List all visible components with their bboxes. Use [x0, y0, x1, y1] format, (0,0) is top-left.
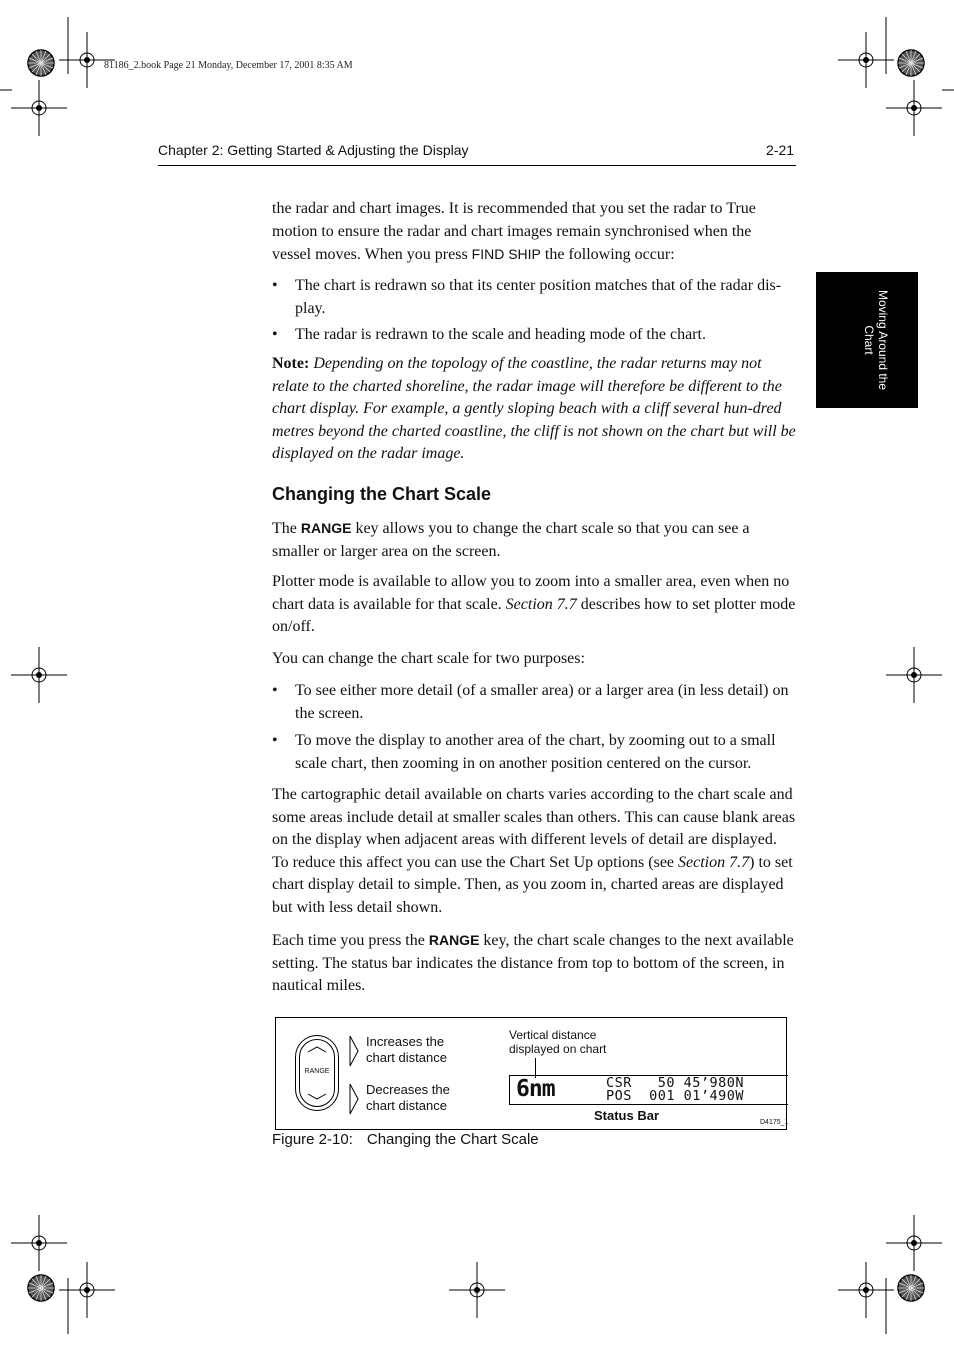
chapter-title: Chapter 2: Getting Started & Adjusting the Display: [158, 142, 469, 158]
arrow-pointers: [348, 1034, 360, 1118]
range-key-name: RANGE: [300, 520, 352, 536]
status-bar: [509, 1075, 788, 1105]
plotter-para-end: describes how to set plotter mode on/off.: [272, 595, 796, 635]
side-tab: [816, 272, 918, 408]
note-text: Depending on the topology of the coastline, the radar returns may not relate to the charted shoreline, the radar image will therefore be different to the chart display. For example, a gently sloping beach with a cliff several hun-dred metres beyond the charted coastline, the cliff is not shown on the chart but will be displayed on the radar image.: [272, 355, 796, 462]
range-para-end: key allows you to change the chart scale so that you can see a smaller or larger area on the screen.: [272, 520, 750, 560]
figure-chart-scale: [275, 1017, 787, 1130]
status-bar-label: Status Bar: [594, 1108, 660, 1123]
find-ship-key: FIND SHIP: [471, 246, 541, 262]
plotter-para-start: Plotter mode is available to allow you to zoom into a smaller area, even when no chart data is available for that scale.: [272, 573, 790, 613]
section-reference: Section 7.7: [505, 595, 577, 613]
intro-line-3b: the following occur:: [540, 246, 675, 263]
intro-line-3a: vessel moves. When you press: [272, 246, 472, 263]
purposes-paragraph: You can change the chart scale for two purposes:: [272, 650, 585, 667]
cartographic-paragraph: [272, 784, 797, 919]
header-rule: [158, 165, 796, 166]
figure-code: D4175_1: [760, 1119, 789, 1126]
bullet-text: The chart is redrawn so that its center position matches that of the radar dis-play.: [295, 277, 782, 317]
figure-title: Changing the Chart Scale: [366, 1131, 539, 1148]
list-item: • The chart is redrawn so that its center position matches that of the radar dis-play.: [272, 275, 797, 320]
page-number: 2-21: [766, 142, 795, 158]
note-paragraph: [272, 353, 797, 466]
range-paragraph: [272, 517, 797, 563]
intro-line-2: motion to ensure the radar and chart images remain synchronised when the: [272, 222, 752, 240]
chevron-down-icon: [296, 1036, 340, 1112]
increases-label: Increases the chart distance: [366, 1034, 447, 1065]
section-reference: Section 7.7: [678, 853, 750, 871]
range-readout: 6nm: [516, 1076, 555, 1102]
range-key-name: RANGE: [428, 932, 480, 948]
each-para-start: Each time you press the: [272, 932, 429, 949]
list-item: • The radar is redrawn to the scale and heading mode of the chart.: [272, 324, 797, 347]
plotter-paragraph: [272, 571, 797, 639]
position-readout: POS 001 01’490W: [606, 1088, 745, 1104]
figure-caption: [272, 1131, 539, 1148]
note-label: Note:: [272, 355, 310, 372]
carto-para-start: The cartographic detail available on charts varies according to the chart scale and some areas include detail at smaller scales than others. This can cause blank areas on the display when adjacent areas with different levels of detail are displayed. To reduce this affect you can use the Chart Set Up options (see: [272, 786, 796, 871]
each-time-paragraph: [272, 929, 797, 998]
intro-line-1: the radar and chart images. It is recommended that you set the radar to True: [272, 200, 756, 217]
cursor-readout: CSR 50 45’980N: [606, 1075, 745, 1091]
book-info: 81186_2.book Page 21 Monday, December 17, 2001 8:35 AM: [104, 60, 353, 71]
bullet-text: To see either more detail (of a smaller area) or a larger area (in less detail) on the screen.: [295, 682, 789, 722]
decreases-label: Decreases the chart distance: [366, 1082, 450, 1113]
bullet-text: The radar is redrawn to the scale and heading mode of the chart.: [295, 326, 706, 343]
figure-number: Figure 2-10:: [272, 1131, 353, 1148]
intro-paragraph: [272, 198, 797, 267]
range-button-label: RANGE: [304, 1068, 330, 1075]
each-para-end: key, the chart scale changes to the next available setting. The status bar indicates the distance from top to bottom of the screen, in nautical miles.: [272, 932, 794, 994]
carto-para-end: ) to set chart display detail to simple. Then, as you zoom in, charted areas are displayed but with less detail shown.: [272, 853, 793, 916]
section-heading: Changing the Chart Scale: [272, 484, 492, 504]
list-item: • To move the display to another area of the chart, by zooming out to a small scale chart, then zooming in on another position centered on the cursor.: [272, 730, 797, 775]
vertical-distance-label: Vertical distance displayed on chart: [509, 1028, 607, 1056]
bullet-text: To move the display to another area of the chart, by zooming out to a small scale chart, then zooming in on another position centered on the cursor.: [295, 732, 776, 772]
list-item: • To see either more detail (of a smaller area) or a larger area (in less detail) on the screen.: [272, 680, 797, 725]
range-para-start: The: [272, 520, 301, 537]
side-tab-label: Moving Around the Chart: [862, 289, 890, 391]
range-button-illustration: [295, 1035, 339, 1111]
